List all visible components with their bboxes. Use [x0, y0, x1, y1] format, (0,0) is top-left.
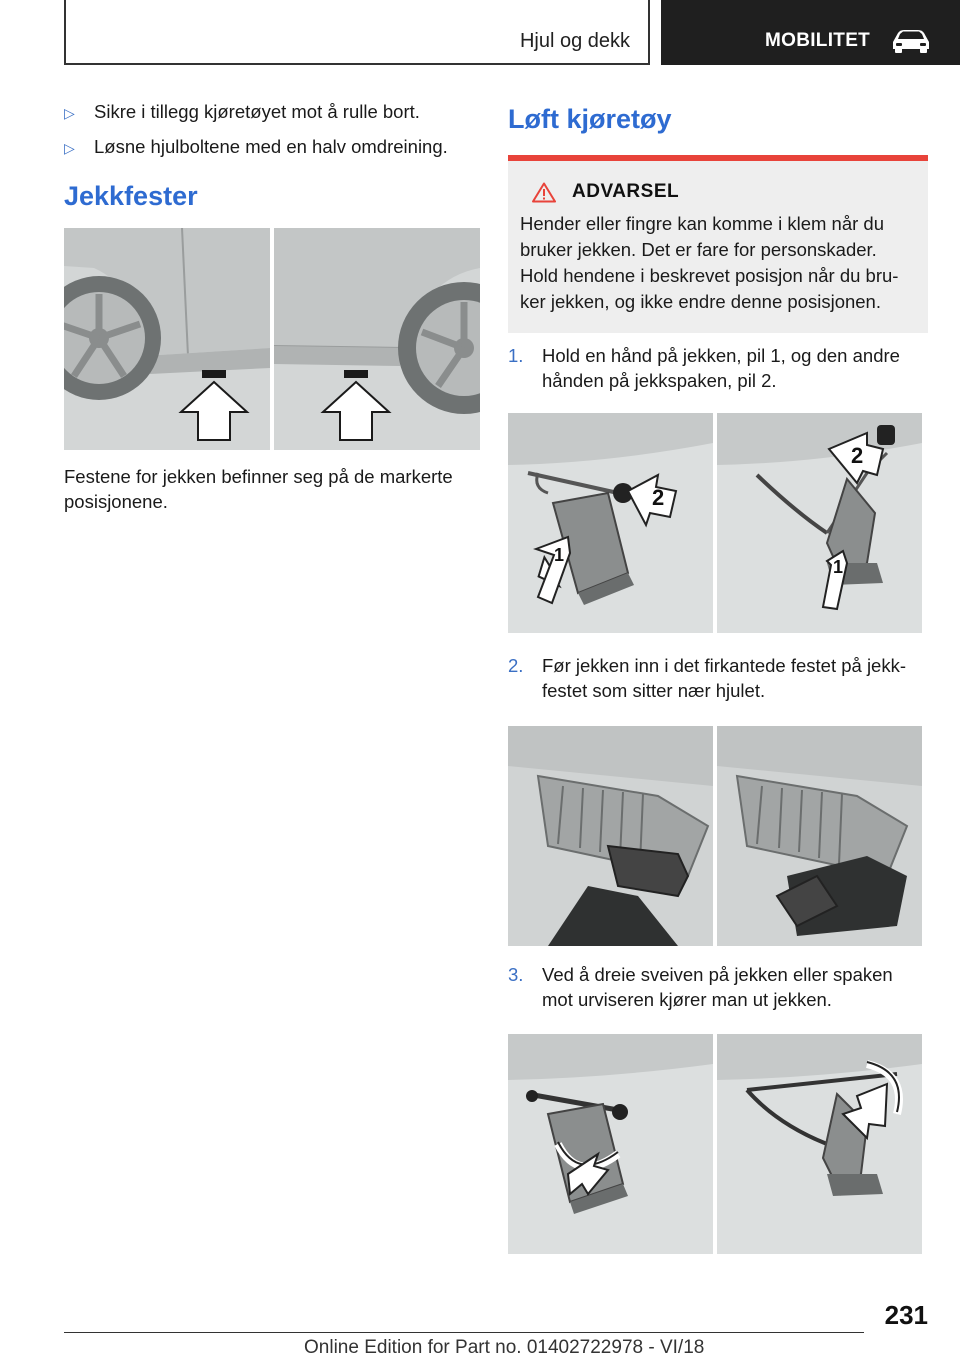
- arrow-label: 1: [833, 557, 844, 577]
- chapter-tab: [661, 0, 960, 65]
- warning-triangle-icon: [532, 182, 556, 203]
- arrow-label: 2: [652, 485, 665, 510]
- jack-hand-position-image-right: [717, 413, 922, 633]
- bullet-text: Løsne hjulboltene med en halv omdreining.: [94, 136, 448, 157]
- jack-points-caption: Festene for jekken befinner seg på de markerte posisjonene.: [64, 466, 453, 512]
- section-title: Hjul og dekk: [519, 30, 630, 52]
- step-text: Ved å dreie sveiven på jekken eller spaken mot urviseren kjører man ut jekken.: [542, 964, 893, 1010]
- step-3-illustration: [508, 1034, 923, 1254]
- front-jack-point-image: [64, 228, 270, 450]
- left-column: [64, 100, 480, 514]
- right-column: [508, 100, 928, 1254]
- step-item: [508, 962, 928, 1012]
- step-1-illustration: [508, 413, 923, 633]
- section-heading-jack-points: Jekkfester: [64, 181, 198, 211]
- step-text: Før jekken inn i det firkantede festet på jekk‐festet som sitter nær hjulet.: [542, 655, 907, 701]
- step-number: 3.: [508, 964, 524, 985]
- warning-title: ADVARSEL: [572, 181, 680, 202]
- arrow-label: 1: [554, 545, 565, 565]
- bullet-text: Sikre i tillegg kjøretøyet mot å rulle bort.: [94, 101, 420, 122]
- jack-crank-image-left: [508, 1034, 713, 1254]
- edition-footer: Online Edition for Part no. 01402722978 - VI/18: [304, 1337, 705, 1358]
- jack-insert-image-right: [717, 726, 922, 946]
- step-item: [508, 653, 928, 703]
- page-number: 231: [884, 1300, 928, 1330]
- bullet-item: [64, 135, 480, 159]
- step-item: [508, 343, 928, 393]
- rear-jack-point-image: [274, 228, 480, 450]
- bullet-triangle-icon: ▷: [64, 140, 75, 156]
- step-number: 2.: [508, 655, 524, 676]
- warning-header: [520, 181, 916, 203]
- bullet-triangle-icon: ▷: [64, 105, 75, 121]
- chapter-title: MOBILITET: [765, 30, 871, 51]
- section-heading-lift-vehicle: Løft kjøretøy: [508, 104, 672, 134]
- jack-insert-image-left: [508, 726, 713, 946]
- jack-hand-position-image-left: [508, 413, 713, 633]
- step-number: 1.: [508, 345, 524, 366]
- step-text: Hold en hånd på jekken, pil 1, og den andre hånden på jekkspaken, pil 2.: [542, 345, 900, 391]
- jack-crank-image-right: [717, 1034, 922, 1254]
- footer-divider: [64, 1332, 864, 1333]
- arrow-label: 2: [851, 443, 864, 468]
- header-section-box: [64, 0, 650, 65]
- car-icon: [889, 26, 933, 54]
- warning-box: [508, 161, 928, 333]
- jack-points-illustration: [64, 228, 480, 450]
- bullet-item: [64, 100, 480, 124]
- warning-text: Hender eller fingre kan komme i klem når du bruker jekken. Det er fare for personskader. Hold hendene i beskrevet posisjon når du bru‐ker jekken, og ikke endre denne posisjonen.: [520, 213, 899, 312]
- step-2-illustration: [508, 726, 923, 946]
